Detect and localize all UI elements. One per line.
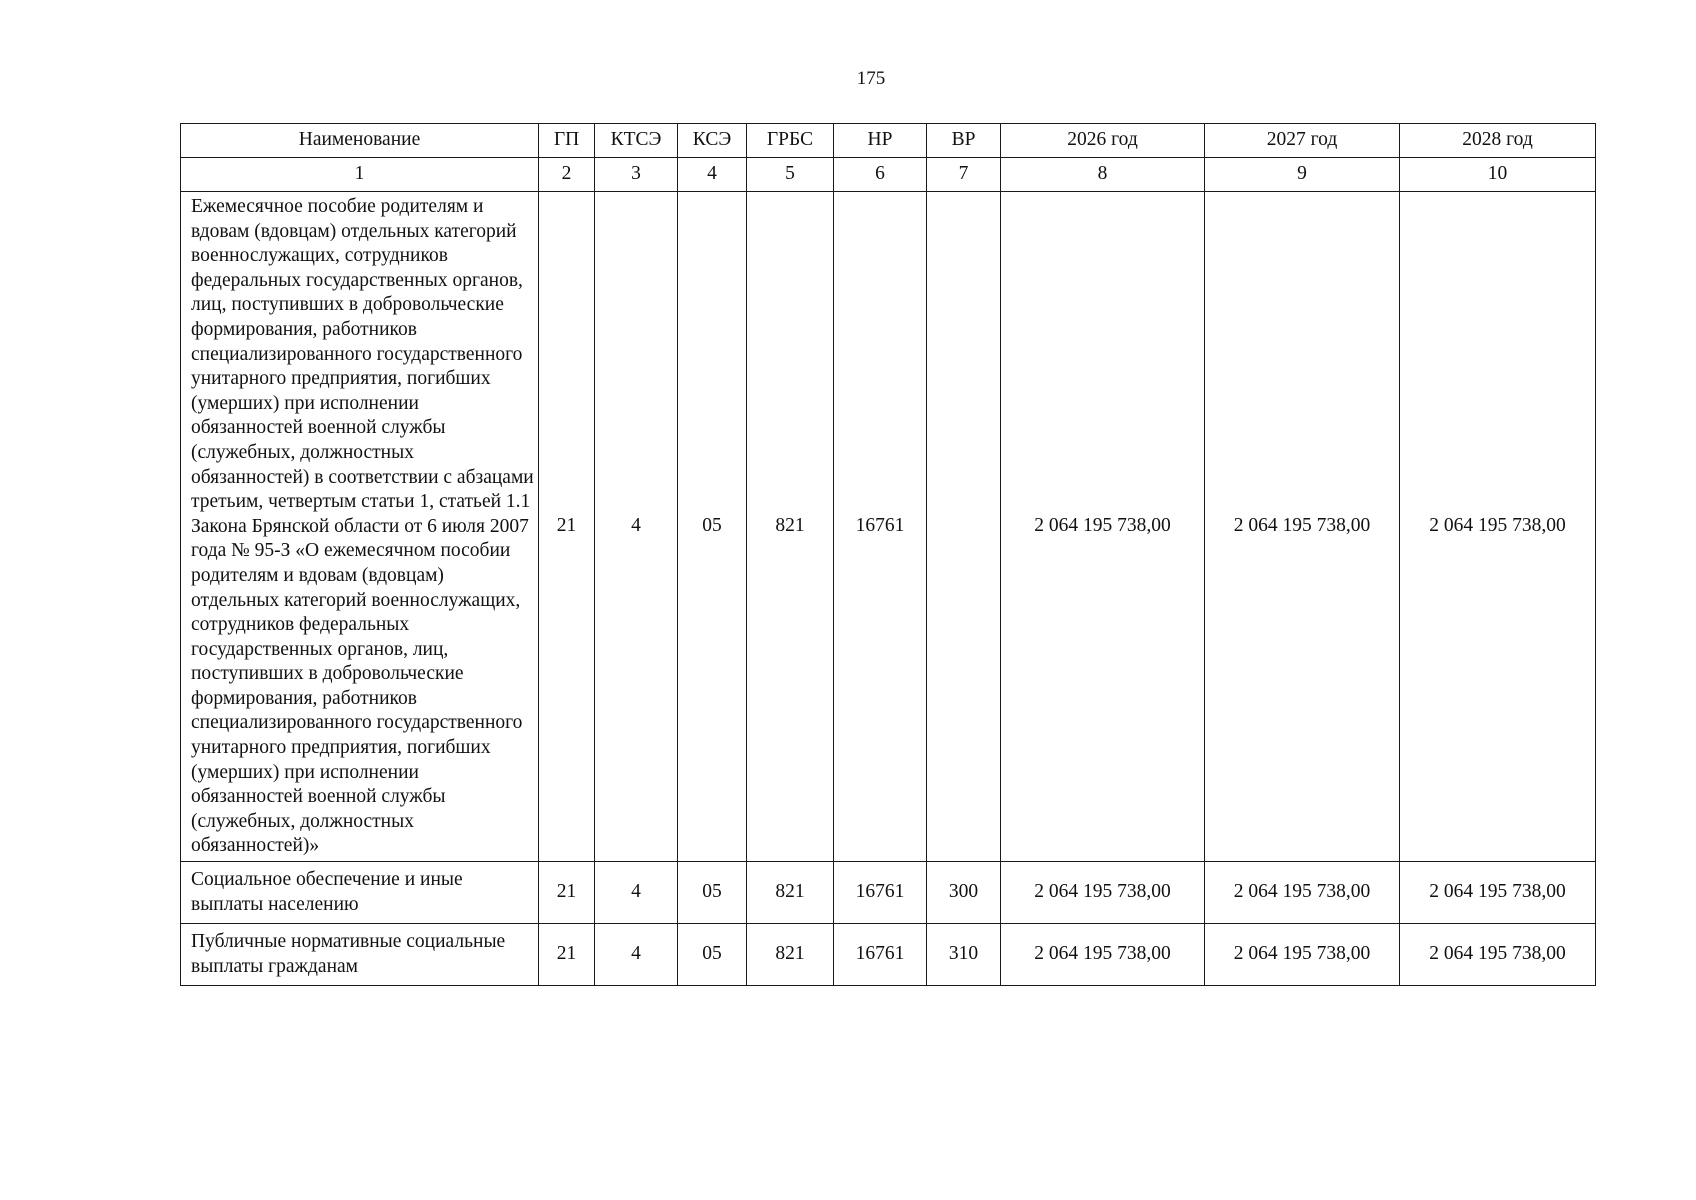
cell-ktse: 4 (595, 862, 678, 924)
column-number: 9 (1205, 158, 1400, 192)
cell-vr (927, 192, 1001, 862)
cell-amount-2027: 2 064 195 738,00 (1205, 924, 1400, 986)
header-name: Наименование (181, 124, 539, 158)
table-row (181, 862, 1596, 924)
cell-grbs: 821 (747, 192, 834, 862)
row-name: Ежемесячное пособие родителям и вдовам (вдовцам) отдельных категорий военнослужащих, сотрудников федеральных государственных органов, лиц, поступивших в добровольческие формирования, работников специализированного государственного унитарного предприятия, погибших (умерших) при исполнении обязанностей военной службы (служебных, должностных обязанностей) в соответствии с абзацами третьим, четвертым статьи 1, статьей 1.1 Закона Брянской области от 6 июля 2007 года № 95-З «О ежемесячном пособии родителям и вдовам (вдовцам) отдельных категорий военнослужащих, сотрудников федеральных государственных органов, лиц, поступивших в добровольческие формирования, работников специализированного государственного унитарного предприятия, погибших (умерших) при исполнении обязанностей военной службы (служебных, должностных обязанностей)» (181, 192, 539, 862)
row-name: Публичные нормативные социальные выплаты гражданам (181, 924, 539, 986)
cell-amount-2028: 2 064 195 738,00 (1400, 862, 1596, 924)
column-number: 10 (1400, 158, 1596, 192)
cell-grbs: 821 (747, 924, 834, 986)
cell-grbs: 821 (747, 862, 834, 924)
header-kse: КСЭ (678, 124, 747, 158)
table-row (181, 924, 1596, 986)
header-gp: ГП (539, 124, 595, 158)
header-row (181, 124, 1596, 158)
column-number: 3 (595, 158, 678, 192)
cell-vr: 310 (927, 924, 1001, 986)
cell-nr: 16761 (834, 924, 927, 986)
cell-kse: 05 (678, 862, 747, 924)
header-year-2027: 2027 год (1205, 124, 1400, 158)
cell-ktse: 4 (595, 924, 678, 986)
cell-nr: 16761 (834, 862, 927, 924)
header-year-2028: 2028 год (1400, 124, 1596, 158)
column-number: 5 (747, 158, 834, 192)
column-number-row (181, 158, 1596, 192)
column-number: 7 (927, 158, 1001, 192)
cell-amount-2027: 2 064 195 738,00 (1205, 862, 1400, 924)
budget-table (180, 123, 1596, 986)
column-number: 6 (834, 158, 927, 192)
cell-amount-2028: 2 064 195 738,00 (1400, 192, 1596, 862)
cell-amount-2027: 2 064 195 738,00 (1205, 192, 1400, 862)
column-number: 1 (181, 158, 539, 192)
cell-amount-2026: 2 064 195 738,00 (1001, 924, 1205, 986)
column-number: 8 (1001, 158, 1205, 192)
column-number: 2 (539, 158, 595, 192)
header-vr: ВР (927, 124, 1001, 158)
cell-gp: 21 (539, 924, 595, 986)
cell-amount-2026: 2 064 195 738,00 (1001, 862, 1205, 924)
column-number: 4 (678, 158, 747, 192)
cell-nr: 16761 (834, 192, 927, 862)
cell-gp: 21 (539, 192, 595, 862)
cell-vr: 300 (927, 862, 1001, 924)
page-number: 175 (856, 68, 886, 89)
table-row (181, 192, 1596, 862)
cell-amount-2026: 2 064 195 738,00 (1001, 192, 1205, 862)
cell-ktse: 4 (595, 192, 678, 862)
row-name: Социальное обеспечение и иные выплаты населению (181, 862, 539, 924)
header-nr: НР (834, 124, 927, 158)
cell-amount-2028: 2 064 195 738,00 (1400, 924, 1596, 986)
cell-kse: 05 (678, 924, 747, 986)
header-grbs: ГРБС (747, 124, 834, 158)
header-year-2026: 2026 год (1001, 124, 1205, 158)
cell-gp: 21 (539, 862, 595, 924)
cell-kse: 05 (678, 192, 747, 862)
header-ktse: КТСЭ (595, 124, 678, 158)
